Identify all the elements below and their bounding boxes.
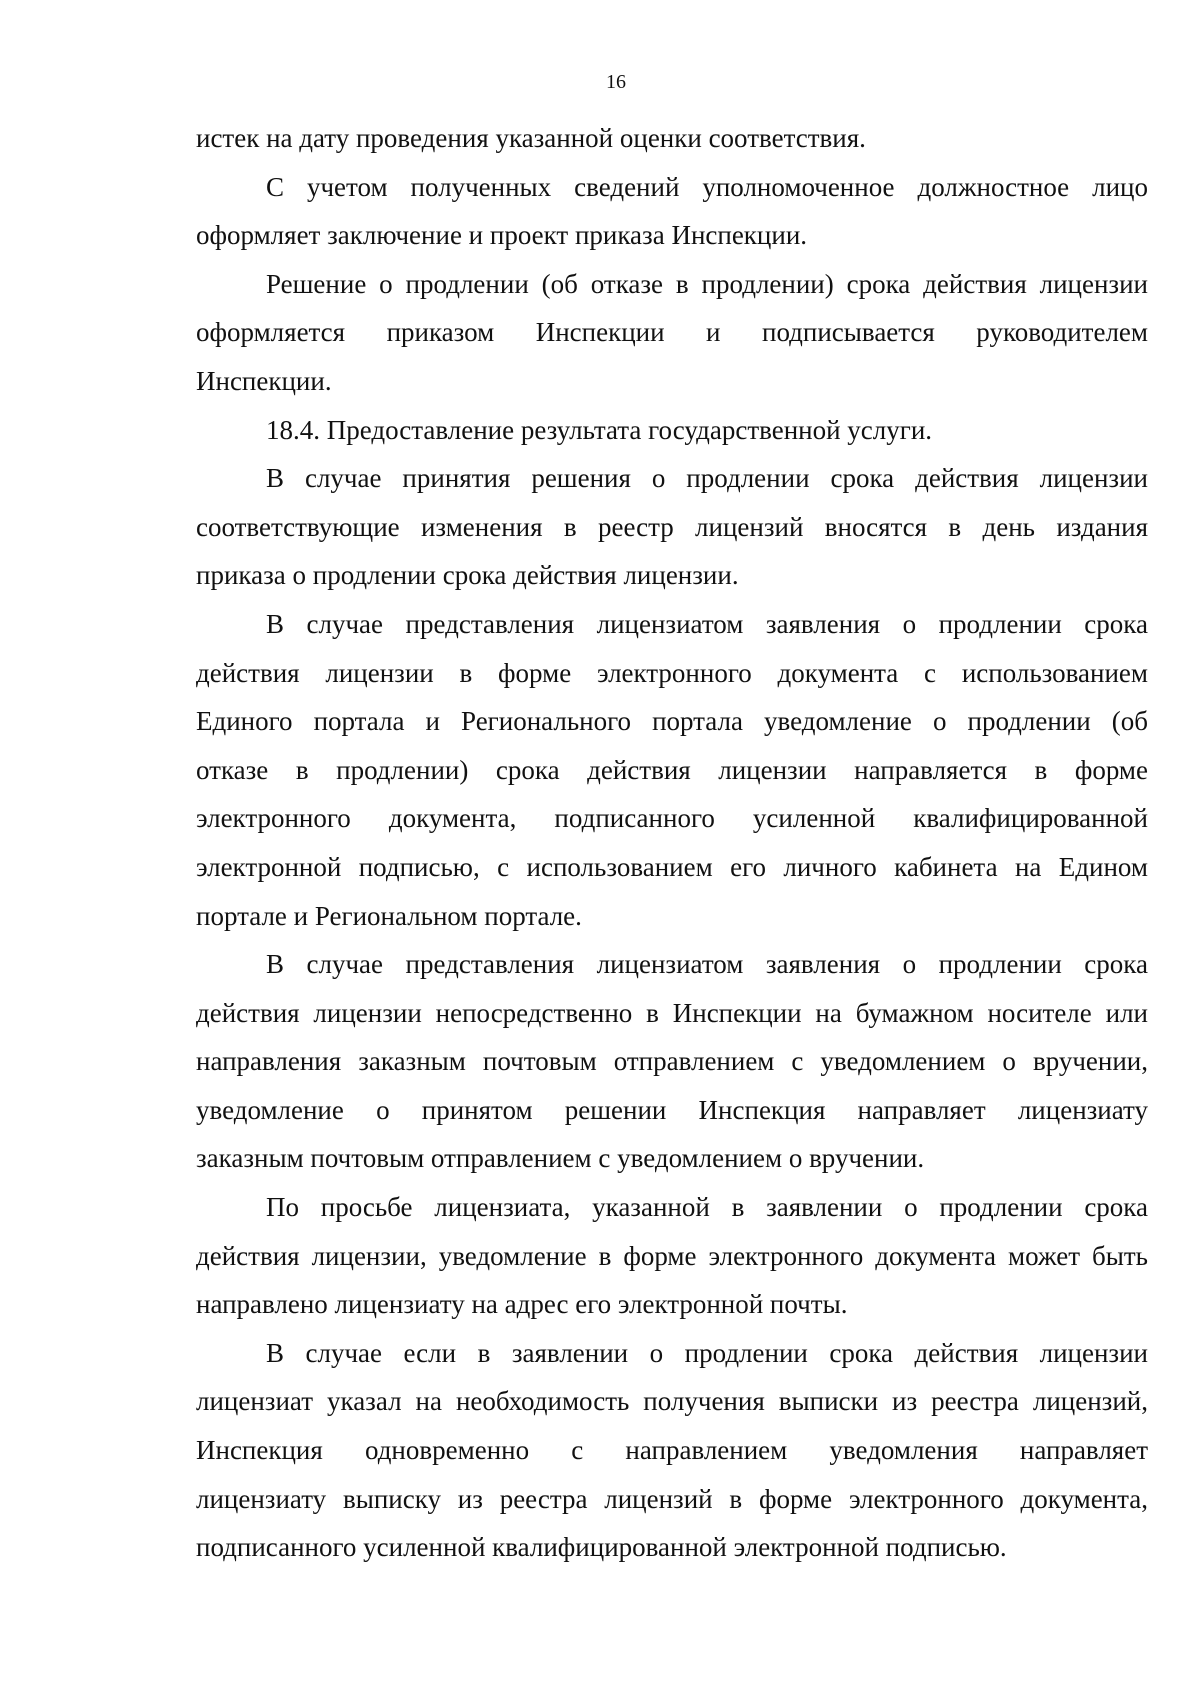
paragraph (196, 163, 1148, 260)
text-line: С учетом полученных сведений уполномоченное должностное лицо (266, 171, 1148, 202)
paragraph (196, 600, 1148, 940)
text-line: В случае представления лицензиатом заявления о продлении срока (266, 608, 1148, 639)
paragraph (196, 940, 1148, 1183)
text-line: электронной подписью, с использованием его личного кабинета на Едином (196, 851, 1148, 882)
text-line: лицензиату выписку из реестра лицензий в форме электронного документа, (196, 1483, 1148, 1514)
text-line: направлено лицензиату на адрес его электронной почты. (196, 1289, 848, 1320)
paragraph (196, 454, 1148, 600)
text-line: действия лицензии, уведомление в форме электронного документа может быть (196, 1240, 1148, 1271)
text-line: Инспекция одновременно с направлением уведомления направляет (196, 1435, 1148, 1466)
text-line: лицензиат указал на необходимость получения выписки из реестра лицензий, (196, 1386, 1148, 1417)
text-line: действия лицензии непосредственно в Инспекции на бумажном носителе или (196, 997, 1148, 1028)
text-line: отказе в продлении) срока действия лицензии направляется в форме (196, 754, 1148, 785)
text-line: истек на дату проведения указанной оценки соответствия. (196, 123, 866, 153)
text-line: действия лицензии в форме электронного документа с использованием (196, 657, 1148, 688)
text-line: Инспекции. (196, 365, 332, 396)
text-line: электронного документа, подписанного усиленной квалифицированной (196, 803, 1148, 834)
text-line: портале и Региональном портале. (196, 900, 582, 931)
text-line: соответствующие изменения в реестр лицензий вносятся в день издания (196, 511, 1148, 542)
paragraph (196, 260, 1148, 406)
text-line: приказа о продлении срока действия лицензии. (196, 560, 739, 591)
text-line: заказным почтовым отправлением с уведомлением о вручении. (196, 1143, 925, 1174)
text-line: В случае представления лицензиатом заявления о продлении срока (266, 949, 1148, 980)
section-heading (196, 406, 1148, 455)
text-line: оформляет заключение и проект приказа Инспекции. (196, 220, 808, 251)
text-line: По просьбе лицензиата, указанной в заявлении о продлении срока (266, 1192, 1148, 1223)
text-line: В случае если в заявлении о продлении срока действия лицензии (266, 1337, 1148, 1368)
text-line: направления заказным почтовым отправлением с уведомлением о вручении, (196, 1046, 1148, 1077)
text-line: Единого портала и Регионального портала уведомление о продлении (об (196, 706, 1148, 737)
text-line: оформляется приказом Инспекции и подписывается руководителем (196, 317, 1148, 348)
page-number: 16 (606, 71, 626, 93)
text-line: уведомление о принятом решении Инспекция направляет лицензиату (196, 1094, 1148, 1125)
text-line: В случае принятия решения о продлении срока действия лицензии (266, 463, 1148, 494)
paragraph-continuation (196, 114, 1148, 163)
text-line: 18.4. Предоставление результата государственной услуги. (266, 414, 933, 445)
document-body (196, 114, 1148, 1572)
paragraph (196, 1183, 1148, 1329)
text-line: Решение о продлении (об отказе в продлении) срока действия лицензии (266, 268, 1148, 299)
text-line: подписанного усиленной квалифицированной электронной подписью. (196, 1532, 1007, 1563)
paragraph (196, 1329, 1148, 1572)
